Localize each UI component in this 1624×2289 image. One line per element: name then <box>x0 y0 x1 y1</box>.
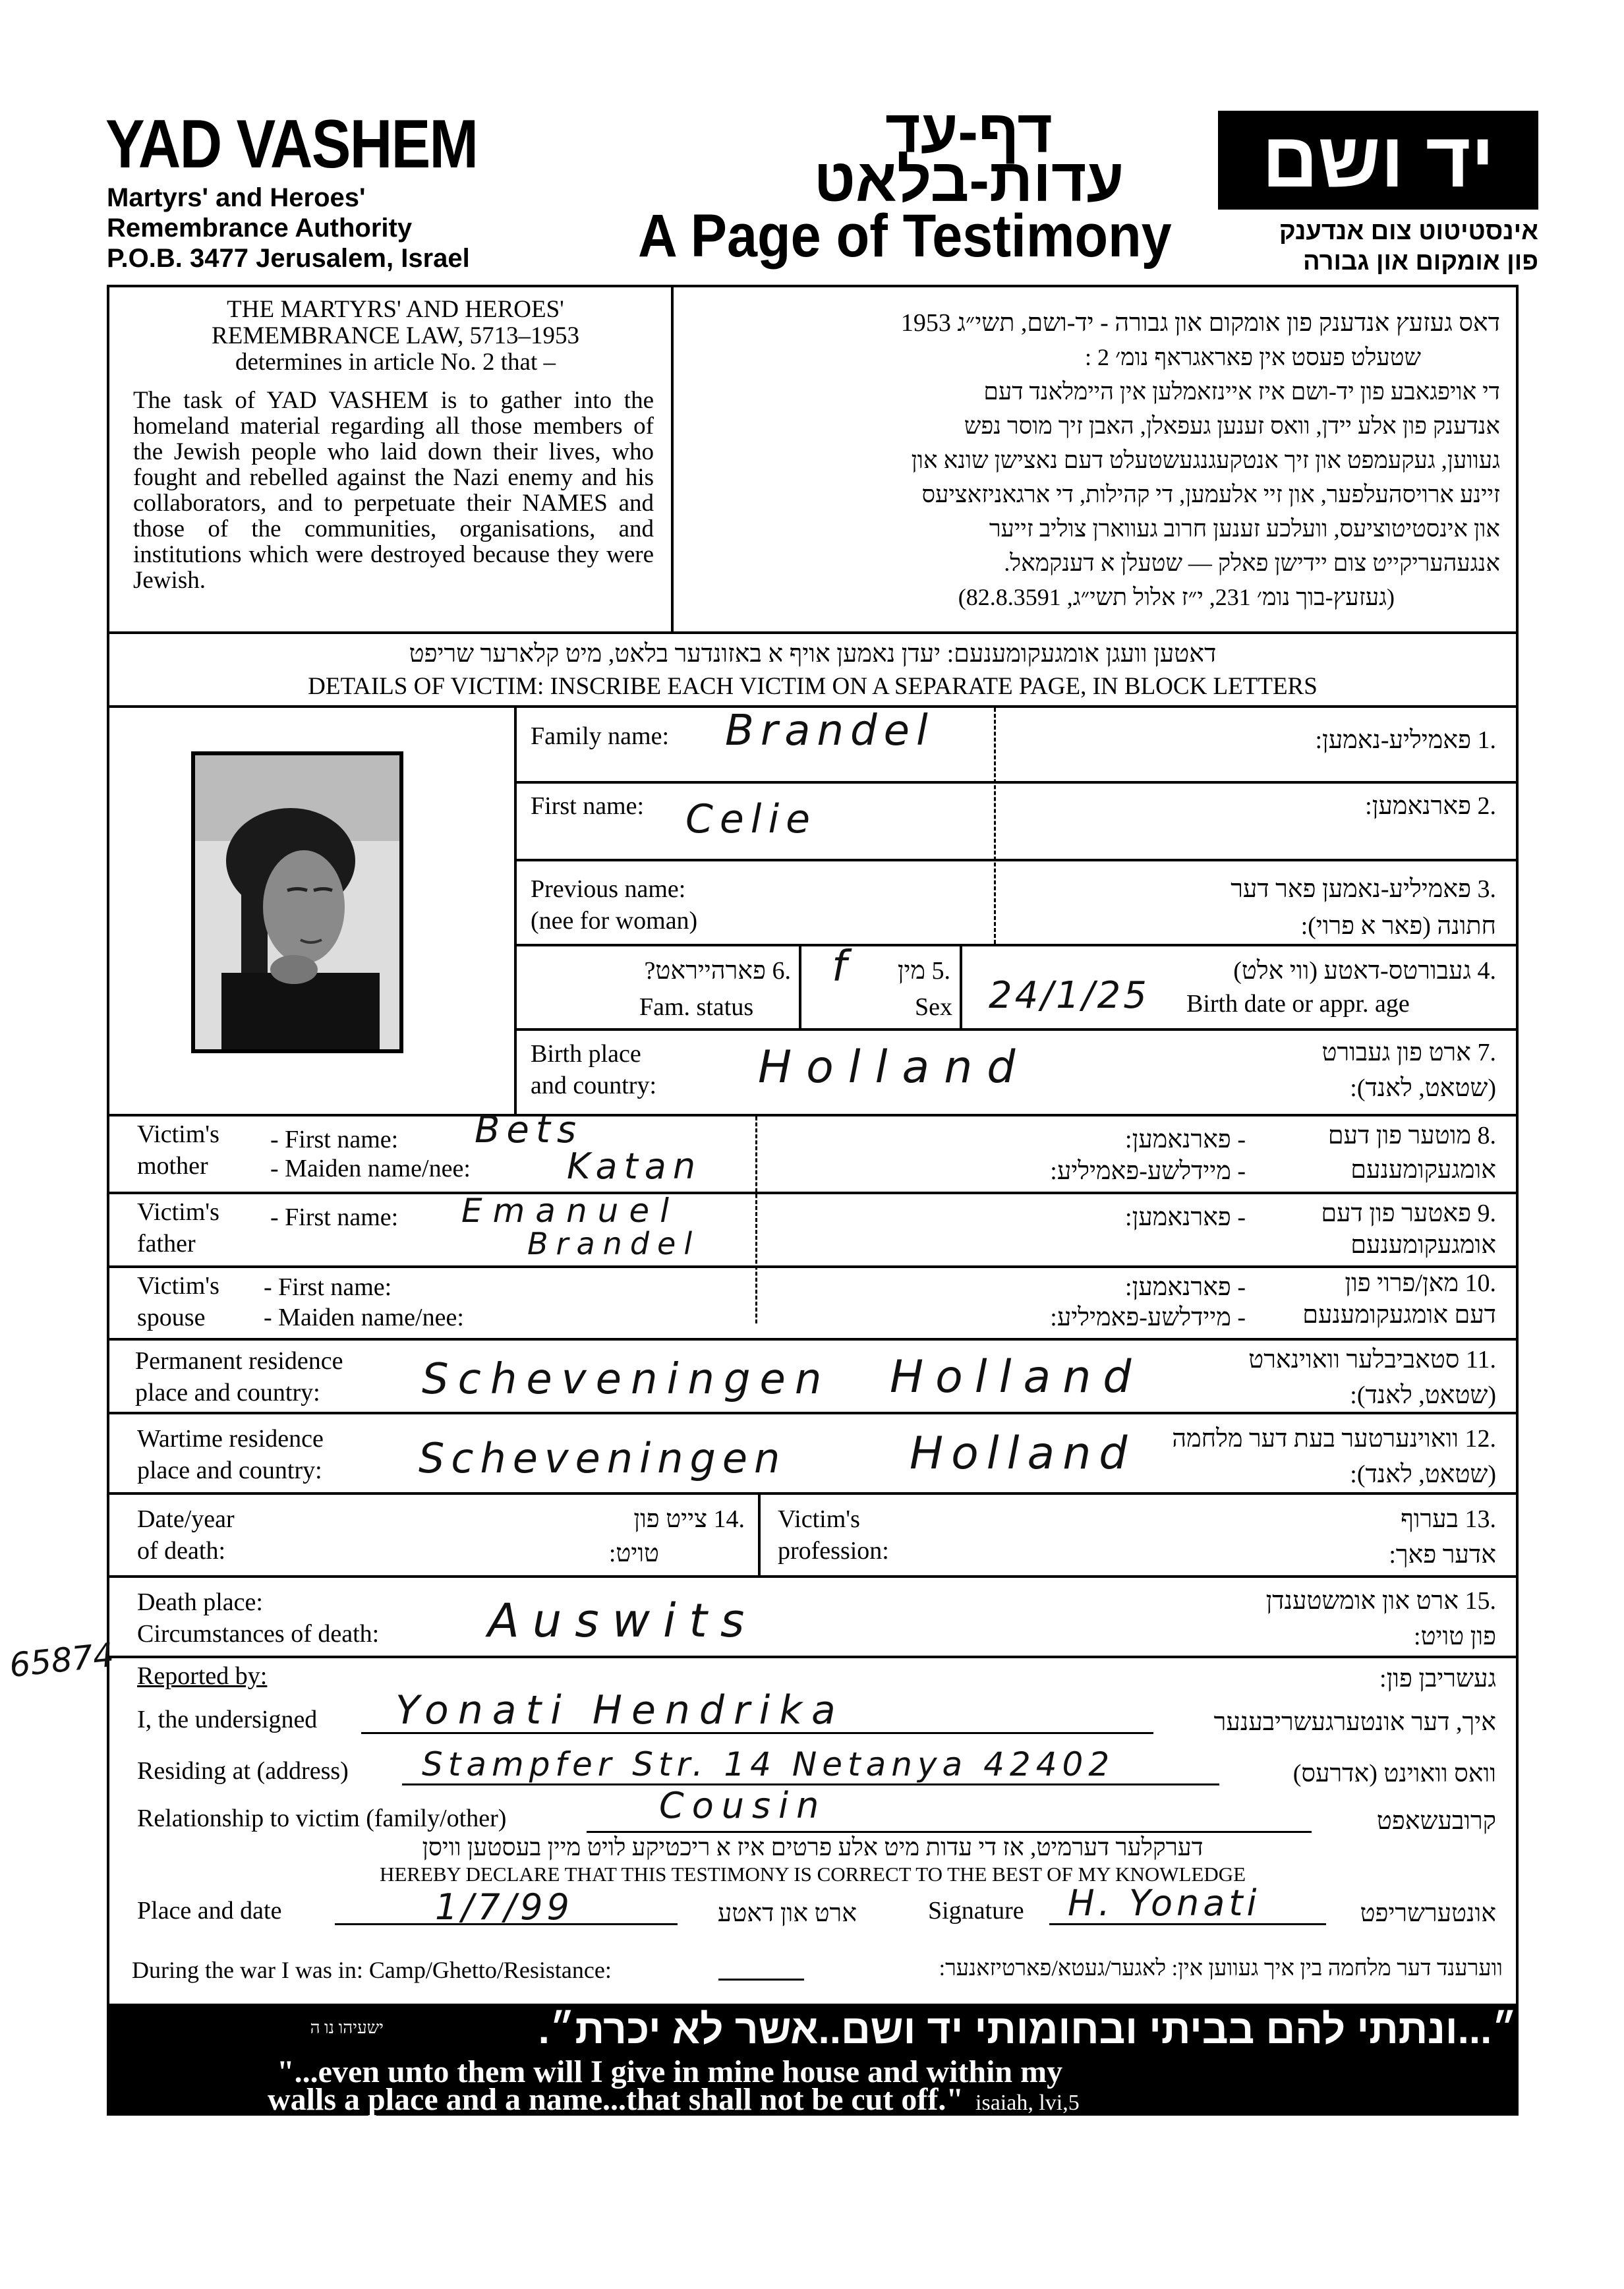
date-death-label-1: Date/year <box>137 1505 235 1533</box>
place-date-value: 1/7/99 <box>435 1886 573 1928</box>
fam-status-label: Fam. status <box>639 993 754 1021</box>
birth-place-value: Holland <box>758 1041 1030 1093</box>
portrait-graphic <box>195 755 399 1049</box>
wartime-label-2: place and country: <box>137 1457 322 1484</box>
spouse-first-label: - First name: <box>264 1273 392 1301</box>
birth-date-label: Birth date or appr. age <box>1186 990 1410 1018</box>
footer-en-2-text: walls a place and a name...that shall not be cut off." <box>268 2082 964 2117</box>
permanent-yi-1: .11 סטאביבלער וואוינארט <box>1248 1346 1496 1374</box>
org-line2: Remembrance Authority <box>107 214 413 243</box>
yad-vashem-logo <box>1218 111 1538 210</box>
birth-place-label-1: Birth place <box>531 1040 641 1068</box>
spouse-yi-1: .10 מאן/פרוי פון <box>1345 1269 1496 1297</box>
rule <box>107 1114 1519 1116</box>
footer-hebrew: ״...ונתתי להם בביתי ובחומותי יד ושם..אשר לא יכרת״. <box>538 2007 1517 2052</box>
profession-yi-2: אדער פאך: <box>1389 1541 1496 1569</box>
relationship-label: Relationship to victim (family/other) <box>137 1805 507 1832</box>
undersigned-label: I, the undersigned <box>137 1706 318 1733</box>
mother-maiden-yi: - מיידלשע-פאמיליע: <box>1050 1157 1246 1185</box>
father-label-1: Victim's <box>137 1198 219 1226</box>
father-label-2: father <box>137 1230 196 1258</box>
details-header-yi: דאטען וועגן אומגעקומענעם: יעדן נאמען אויף א באזונדער בלאט, מיט קלארער שריפט <box>409 640 1217 668</box>
spouse-maiden-yi: - מיידלשע-פאמיליע: <box>1050 1304 1246 1331</box>
signature-label: Signature <box>928 1897 1024 1925</box>
place-date-yi: ארט און דאטע <box>717 1899 857 1927</box>
rule <box>107 1492 1519 1495</box>
mother-label-2: mother <box>137 1152 208 1180</box>
profession-label-1: Victim's <box>778 1505 860 1533</box>
spouse-label-1: Victim's <box>137 1272 219 1300</box>
footer-en-1: "...even unto them will I give in mine house and within my <box>277 2054 1063 2089</box>
father-family-value: Brandel <box>527 1226 701 1261</box>
birth-place-label-2: and country: <box>531 1072 657 1099</box>
profession-yi-1: .13 בערוף <box>1401 1505 1496 1533</box>
birth-date-yi: .4 געבורטס-דאטע (ווי אלט) <box>1233 957 1496 985</box>
grid-line <box>799 944 801 1029</box>
previous-name-yi-2: חתונה (פאר א פרוי): <box>1300 912 1496 940</box>
spouse-yi-2: דעם אומגעקומענעם <box>1302 1301 1496 1329</box>
birth-place-yi-1: .7 ארט פון געבורט <box>1321 1039 1496 1066</box>
rule <box>107 1656 1519 1658</box>
permanent-residence-value: Scheveningen <box>422 1355 831 1404</box>
profession-label-2: profession: <box>778 1537 889 1565</box>
grid-line <box>758 1492 761 1575</box>
father-first-yi: - פארנאמען: <box>1125 1203 1246 1231</box>
mother-yi-2: אומגעקומענעם <box>1350 1156 1496 1184</box>
hebrew-title-2: עדות-בלאט <box>813 147 1124 214</box>
rule <box>514 859 1519 861</box>
margin-number: 65874 <box>7 1635 116 1685</box>
address-yi: וואס וואוינט (אדרעס) <box>1292 1760 1496 1787</box>
previous-name-yi-1: .3 פאמיליע-נאמען פאר דער <box>1231 875 1496 903</box>
rule <box>514 1028 1519 1031</box>
family-name-value: Brandel <box>725 707 935 755</box>
declare-en: HEREBY DECLARE THAT THIS TESTIMONY IS CORRECT TO THE BEST OF MY KNOWLEDGE <box>379 1863 1246 1886</box>
declare-yi: דערקלער דערמיט, אז די עדות מיט אלע פרטים איז א ריכטיקע לויט מיין בעסטען וויסן <box>422 1834 1204 1861</box>
signature-value: H. Yonati <box>1068 1882 1261 1924</box>
law-yi-text <box>685 306 1500 614</box>
war-line <box>718 1979 804 1981</box>
father-first-value: Emanuel <box>461 1192 680 1230</box>
war-label: During the war I was in: Camp/Ghetto/Resistance: <box>132 1957 612 1983</box>
law-divider <box>671 285 674 633</box>
grid-line <box>960 944 962 1029</box>
sex-value: f <box>832 942 854 991</box>
wartime-country-value: Holland <box>910 1428 1136 1480</box>
rule <box>514 781 1519 784</box>
death-place-yi-1: .15 ארט און אומשטענדן <box>1265 1587 1496 1615</box>
reporter-relationship: Cousin <box>659 1785 827 1826</box>
death-place-value: Auswits <box>488 1594 758 1648</box>
dashed-divider <box>755 1116 757 1323</box>
relationship-line <box>587 1831 1312 1833</box>
law-en-line: THE MARTYRS' AND HEROES' <box>227 296 564 323</box>
details-header-en: DETAILS OF VICTIM: INSCRIBE EACH VICTIM ON A SEPARATE PAGE, IN BLOCK LETTERS <box>308 673 1318 700</box>
family-name-yi: .1 פאמיליע-נאמען: <box>1315 726 1496 754</box>
footer-band <box>107 2004 1519 2116</box>
death-place-label-1: Death place: <box>137 1588 263 1616</box>
date-death-label-2: of death: <box>137 1537 226 1565</box>
mother-first-value: Bets <box>475 1109 583 1151</box>
permanent-yi-2: (שטאט, לאנד): <box>1350 1381 1496 1409</box>
rule <box>107 1192 1519 1194</box>
dashed-divider <box>994 708 996 944</box>
spouse-label-2: spouse <box>137 1304 206 1331</box>
law-yi-line: (געזעץ-בוך נומ׳ 231, י״ז אלול תשי״ג, 82.8.3591) <box>958 584 1395 610</box>
law-yi-line: די אויפגאבע פון יד-ושם איז איינזאמלען אין היימלאנד דעם <box>983 378 1500 405</box>
undersigned-yi: איך, דער אונטערגעשריבענער <box>1213 1708 1496 1736</box>
victim-photo <box>191 751 403 1053</box>
law-yi-line: זיינע ארויסהעלפער, און זיי אלעמען, די קהילות, די ארגאניזאציעס <box>921 481 1500 507</box>
wartime-yi-1: .12 וואוינערטער בעת דער מלחמה <box>1172 1425 1496 1453</box>
law-en-head <box>132 297 659 376</box>
grid-line <box>514 705 517 1114</box>
permanent-country-value: Holland <box>890 1351 1144 1403</box>
law-yi-line: און אינסטיטוציעס, וועלכע זענען חרוב געווארן צוליב זייער <box>989 515 1500 542</box>
law-yi-line: שטעלט פעסט אין פאראגראף נומ׳ 2 : <box>1084 344 1421 370</box>
death-place-yi-2: פון טויט: <box>1414 1623 1496 1650</box>
reported-by-yi: געשריבן פון: <box>1379 1665 1496 1693</box>
death-place-label-2: Circumstances of death: <box>137 1620 380 1648</box>
father-first-label: - First name: <box>270 1203 399 1231</box>
first-name-value: Celie <box>685 796 817 842</box>
sex-label: Sex <box>915 993 952 1021</box>
address-label: Residing at (address) <box>137 1757 349 1785</box>
org-name: YAD VASHEM <box>105 106 478 183</box>
law-en-line: determines in article No. 2 that – <box>235 349 556 376</box>
mother-maiden-value: Katan <box>567 1145 703 1187</box>
org-line1: Martyrs' and Heroes' <box>107 183 366 212</box>
spouse-maiden-label: - Maiden name/nee: <box>264 1304 464 1331</box>
mother-maiden-label: - Maiden name/nee: <box>270 1155 471 1182</box>
yiddish-line-1: אינסטיטוט צום אנדענק <box>1279 217 1538 245</box>
first-name-yi: .2 פארנאמען: <box>1365 792 1496 820</box>
birth-place-yi-2: (שטאט, לאנד): <box>1350 1074 1496 1102</box>
page-title: A Page of Testimony <box>638 202 1172 270</box>
org-line3: P.O.B. 3477 Jerusalem, Israel <box>107 244 470 273</box>
place-date-label: Place and date <box>137 1897 282 1925</box>
wartime-residence-value: Scheveningen <box>419 1434 787 1482</box>
logo-text: יד ושם <box>1262 117 1495 204</box>
first-name-label: First name: <box>531 792 645 820</box>
permanent-label-1: Permanent residence <box>135 1347 343 1375</box>
mother-first-label: - First name: <box>270 1126 399 1153</box>
rule <box>107 1575 1519 1578</box>
law-yi-line: געווען, געקעמפט און זיך אנטקעגנגעשטעלט דעם נאצישן שונא און <box>911 447 1500 473</box>
sex-yi: .5 מין <box>897 957 950 985</box>
war-yi: ווערענד דער מלחמה בין איך געווען אין: לאגער/געטא/פארטיזאנער: <box>939 1956 1503 1981</box>
family-name-label: Family name: <box>531 722 670 750</box>
father-yi-2: אומגעקומענעם <box>1350 1231 1496 1259</box>
wartime-label-1: Wartime residence <box>137 1425 324 1453</box>
law-en-body: The task of YAD VASHEM is to gather into the homeland material regarding all those members of the Jewish people who laid down their lives, who fought and rebelled against the Nazi enemy and his collaborators, and to perpetuate their NAMES and those of the communities, organisations, and institutions which were destroyed because they were Jewish. <box>133 387 654 594</box>
reporter-address: Stampfer Str. 14 Netanya 42402 <box>422 1745 1115 1783</box>
permanent-label-2: place and country: <box>135 1379 320 1406</box>
hebrew-title-1: דף-עד <box>885 98 1053 165</box>
footer-en-2 <box>268 2081 1080 2118</box>
reported-by-label: Reported by: <box>137 1662 268 1690</box>
rule <box>514 944 1519 946</box>
father-yi-1: .9 פאטער פון דעם <box>1321 1200 1496 1227</box>
footer-en-ref: isaiah, lvi,5 <box>975 2091 1080 2115</box>
previous-name-label: Previous name: <box>531 875 686 903</box>
law-yi-line: דאס געזעץ אנדענק פון אומקום און גבורה - יד-ושם, תשי״ג 1953 <box>900 309 1500 337</box>
birth-date-value: 24/1/25 <box>989 974 1149 1017</box>
signature-yi: אונטערשריפט <box>1360 1899 1496 1927</box>
footer-hebrew-ref: ישעיהו נו ה <box>310 2018 384 2037</box>
rule <box>107 1338 1519 1341</box>
fam-status-yi: .6 פארהייראט? <box>644 957 791 985</box>
date-death-yi-2: טויט: <box>608 1540 659 1567</box>
yiddish-line-2: פון אומקום און גבורה <box>1303 248 1538 275</box>
mother-yi-1: .8 מוטער פון דעם <box>1327 1122 1496 1149</box>
date-death-yi-1: .14 צייט פון <box>633 1505 745 1533</box>
rule <box>107 1412 1519 1414</box>
relationship-yi: קרובעשאפט <box>1376 1807 1496 1835</box>
reporter-name: Yonati Hendrika <box>395 1687 845 1733</box>
nee-label: (nee for woman) <box>531 907 698 935</box>
law-yi-line: אנדענק פון אלע יידן, וואס זענען געפאלן, האבן זיך מוסר נפש <box>964 413 1500 439</box>
spouse-first-yi: - פארנאמען: <box>1125 1273 1246 1301</box>
mother-first-yi: - פארנאמען: <box>1125 1126 1246 1153</box>
law-yi-line: אנגעהעריקייט צום יידישן פאלק — שטעלן א דענקמאל. <box>1004 550 1500 576</box>
law-en-line: REMEMBRANCE LAW, 5713–1953 <box>212 322 579 349</box>
rule <box>107 631 1519 634</box>
mother-label-1: Victim's <box>137 1120 219 1148</box>
wartime-yi-2: (שטאט, לאנד): <box>1350 1461 1496 1488</box>
